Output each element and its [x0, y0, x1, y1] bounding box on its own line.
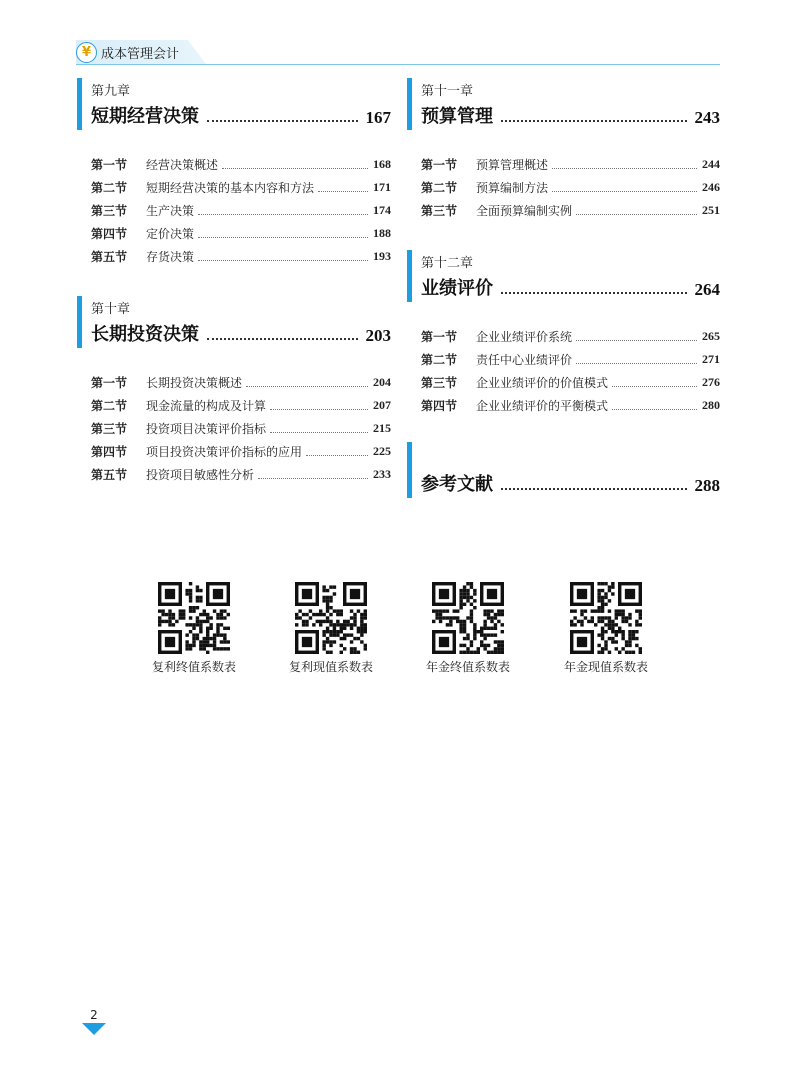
section-number: 第一节 — [421, 329, 458, 344]
section-title: 责任中心业绩评价 — [476, 352, 573, 367]
section-number: 第二节 — [91, 398, 128, 413]
chapter-title: 业绩评价 — [421, 278, 493, 299]
qr-code-icon — [295, 582, 367, 654]
triangle-down-icon — [82, 1023, 106, 1035]
section-page: 204 — [373, 374, 391, 389]
section-title: 投资项目决策评价指标 — [146, 421, 267, 436]
section-page: 215 — [373, 420, 391, 435]
section-number: 第五节 — [91, 467, 128, 482]
dot-leader — [576, 354, 697, 364]
chapter-title-row[interactable] — [421, 274, 720, 300]
toc-entry[interactable] — [91, 441, 391, 461]
section-title: 企业业绩评价系统 — [476, 329, 573, 344]
chapter-page: 203 — [365, 326, 391, 345]
dot-leader — [270, 400, 368, 410]
toc-entry[interactable] — [421, 349, 720, 369]
section-title: 预算管理概述 — [476, 157, 549, 172]
references-title-row[interactable] — [421, 470, 720, 496]
section-page: 233 — [373, 466, 391, 481]
section-title: 经营决策概述 — [146, 157, 219, 172]
section-title: 企业业绩评价的价值模式 — [476, 375, 609, 390]
dot-leader — [207, 120, 358, 122]
section-title: 生产决策 — [146, 203, 195, 218]
section-page: 171 — [373, 179, 391, 194]
chapter-accent-bar — [407, 78, 412, 130]
dot-leader — [501, 488, 687, 490]
section-number: 第一节 — [91, 375, 128, 390]
section-number: 第五节 — [91, 249, 128, 264]
page-number — [80, 1008, 108, 1035]
chapter-page: 167 — [365, 108, 391, 127]
section-number: 第三节 — [421, 203, 458, 218]
section-title: 长期投资决策概述 — [146, 375, 243, 390]
qr-code-compound-pv[interactable] — [281, 582, 381, 675]
section-page: 225 — [373, 443, 391, 458]
book-title: 成本管理会计 — [101, 47, 180, 62]
qr-code-compound-fv[interactable] — [144, 582, 244, 675]
chapter-accent-bar — [77, 78, 82, 130]
section-number: 第三节 — [421, 375, 458, 390]
section-page: 193 — [373, 248, 391, 263]
dot-leader — [501, 292, 687, 294]
section-page: 174 — [373, 202, 391, 217]
dot-leader — [576, 205, 697, 215]
section-title: 企业业绩评价的平衡模式 — [476, 398, 609, 413]
section-title: 定价决策 — [146, 226, 195, 241]
page-number-text: 2 — [90, 1008, 98, 1022]
dot-leader — [198, 228, 368, 238]
toc-entry[interactable] — [421, 154, 720, 174]
toc-entry[interactable] — [421, 177, 720, 197]
toc-entry[interactable] — [91, 154, 391, 174]
references-title: 参考文献 — [421, 474, 493, 495]
section-number: 第四节 — [91, 444, 128, 459]
header-rule — [76, 64, 720, 65]
section-title: 预算编制方法 — [476, 180, 549, 195]
toc-entry[interactable] — [91, 418, 391, 438]
section-page: 251 — [702, 202, 720, 217]
dot-leader — [246, 377, 368, 387]
section-number: 第一节 — [91, 157, 128, 172]
section-title: 现金流量的构成及计算 — [146, 398, 267, 413]
qr-code-icon — [570, 582, 642, 654]
section-page: 271 — [702, 351, 720, 366]
toc-entry[interactable] — [91, 177, 391, 197]
chapter-title: 预算管理 — [421, 106, 493, 127]
chapter-accent-bar — [407, 442, 412, 498]
toc-entry[interactable] — [91, 464, 391, 484]
section-number: 第四节 — [421, 398, 458, 413]
section-title: 投资项目敏感性分析 — [146, 467, 255, 482]
dot-leader — [552, 159, 697, 169]
chapter-title-row[interactable] — [421, 102, 720, 128]
running-header — [76, 40, 720, 66]
dot-leader — [270, 423, 368, 433]
chapter-number: 第九章 — [91, 84, 131, 99]
section-page: 188 — [373, 225, 391, 240]
section-title: 短期经营决策的基本内容和方法 — [146, 180, 315, 195]
section-page: 207 — [373, 397, 391, 412]
toc-entry[interactable] — [91, 395, 391, 415]
section-number: 第二节 — [91, 180, 128, 195]
toc-entry[interactable] — [91, 246, 391, 266]
toc-entry[interactable] — [421, 372, 720, 392]
dot-leader — [198, 251, 368, 261]
chapter-title: 长期投资决策 — [91, 324, 199, 345]
toc-entry[interactable] — [421, 200, 720, 220]
section-number: 第四节 — [91, 226, 128, 241]
qr-caption: 年金现值系数表 — [563, 660, 648, 674]
section-number: 第一节 — [421, 157, 458, 172]
dot-leader — [576, 331, 697, 341]
section-page: 276 — [702, 374, 720, 389]
dot-leader — [306, 446, 368, 456]
dot-leader — [612, 400, 697, 410]
toc-entry[interactable] — [421, 395, 720, 415]
dot-leader — [318, 182, 368, 192]
section-page: 280 — [702, 397, 720, 412]
section-page: 246 — [702, 179, 720, 194]
toc-entry[interactable] — [91, 200, 391, 220]
chapter-number: 第十二章 — [421, 256, 474, 271]
dot-leader — [552, 182, 697, 192]
section-title: 存货决策 — [146, 249, 195, 264]
qr-code-annuity-fv[interactable] — [418, 582, 518, 675]
qr-code-icon — [432, 582, 504, 654]
chapter-number: 第十章 — [91, 302, 131, 317]
qr-caption: 复利现值系数表 — [288, 660, 373, 674]
section-page: 265 — [702, 328, 720, 343]
yen-icon: ¥ — [76, 42, 97, 63]
dot-leader — [258, 469, 368, 479]
dot-leader — [207, 338, 358, 340]
references-page: 288 — [694, 476, 720, 495]
dot-leader — [198, 205, 368, 215]
references-entry — [407, 442, 720, 498]
section-number: 第三节 — [91, 203, 128, 218]
section-number: 第二节 — [421, 352, 458, 367]
chapter-page: 243 — [694, 108, 720, 127]
chapter-number: 第十一章 — [421, 84, 474, 99]
qr-caption: 复利终值系数表 — [151, 660, 236, 674]
section-number: 第二节 — [421, 180, 458, 195]
dot-leader — [501, 120, 687, 122]
section-number: 第三节 — [91, 421, 128, 436]
section-page: 168 — [373, 156, 391, 171]
chapter-title-row[interactable] — [91, 102, 391, 128]
qr-code-icon — [158, 582, 230, 654]
toc-entry[interactable] — [91, 223, 391, 243]
dot-leader — [222, 159, 368, 169]
chapter-page: 264 — [694, 280, 720, 299]
toc-entry[interactable] — [91, 372, 391, 392]
toc-entry[interactable] — [421, 326, 720, 346]
section-page: 244 — [702, 156, 720, 171]
chapter-title-row[interactable] — [91, 320, 391, 346]
chapter-title: 短期经营决策 — [91, 106, 199, 127]
chapter-accent-bar — [407, 250, 412, 302]
qr-code-annuity-pv[interactable] — [556, 582, 656, 675]
dot-leader — [612, 377, 697, 387]
section-title: 全面预算编制实例 — [476, 203, 573, 218]
qr-caption: 年金终值系数表 — [425, 660, 510, 674]
section-title: 项目投资决策评价指标的应用 — [146, 444, 303, 459]
chapter-accent-bar — [77, 296, 82, 348]
